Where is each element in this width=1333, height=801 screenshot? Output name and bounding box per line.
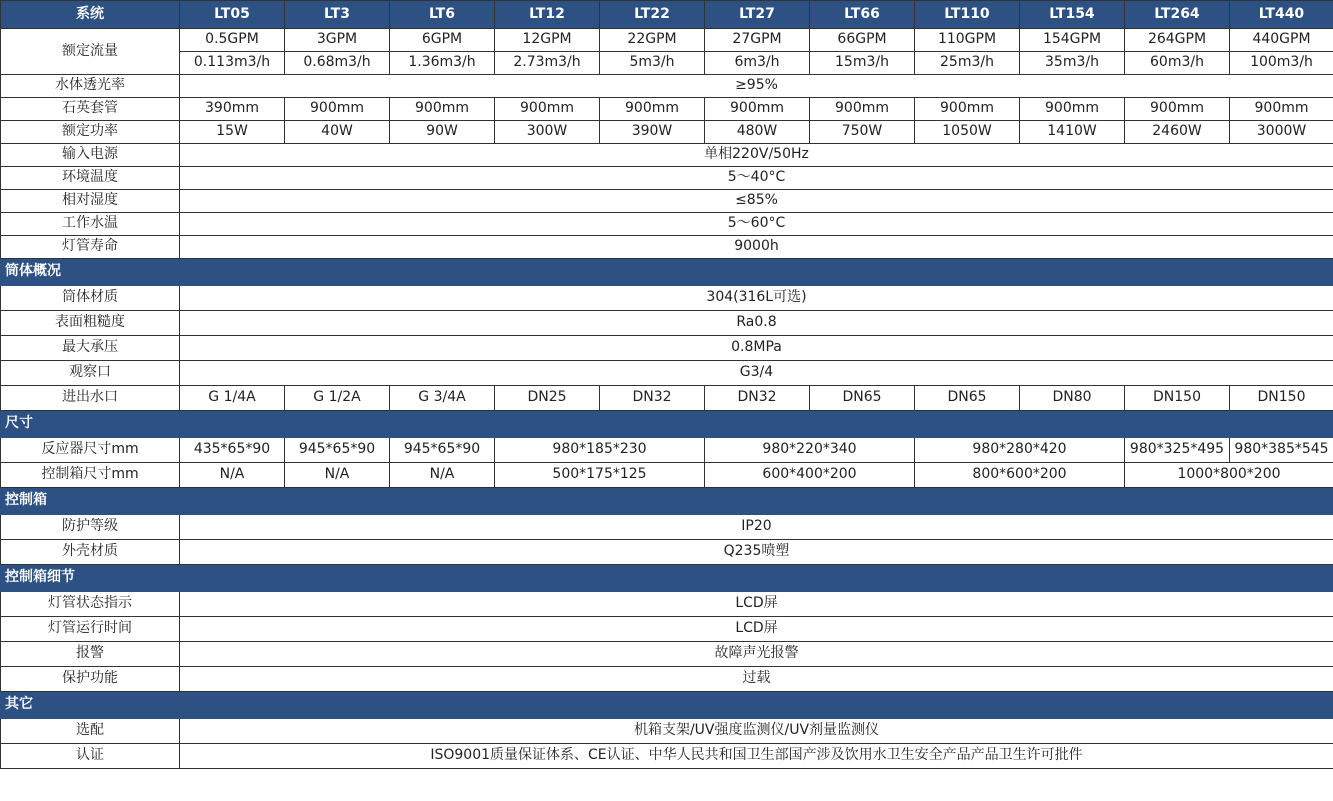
cell: 800*600*200	[915, 463, 1125, 488]
model-header: LT6	[390, 1, 495, 29]
flow-gpm-row	[1, 29, 1333, 52]
model-header: LT264	[1125, 1, 1230, 29]
sight-row	[1, 361, 1333, 386]
cell: DN150	[1230, 386, 1333, 411]
row-label: 额定功率	[1, 121, 180, 144]
cell: 15W	[180, 121, 285, 144]
cell: 900mm	[705, 98, 810, 121]
cell: 900mm	[1230, 98, 1333, 121]
cell: DN80	[1020, 386, 1125, 411]
cell: 900mm	[390, 98, 495, 121]
row-label: 保护功能	[1, 667, 180, 692]
cell: DN65	[915, 386, 1020, 411]
row-label: 额定流量	[1, 29, 180, 75]
model-header-row	[1, 1, 1333, 29]
cell: 25m3/h	[915, 52, 1020, 75]
cell: 过载	[180, 667, 1333, 692]
humidity-row	[1, 190, 1333, 213]
row-label: 灯管寿命	[1, 236, 180, 259]
section-title: 尺寸	[1, 411, 1333, 438]
section-title: 控制箱细节	[1, 565, 1333, 592]
cell: 900mm	[1125, 98, 1230, 121]
quartz-row	[1, 98, 1333, 121]
cell: 154GPM	[1020, 29, 1125, 52]
cell: 1.36m3/h	[390, 52, 495, 75]
cell: 980*185*230	[495, 438, 705, 463]
cell: 0.68m3/h	[285, 52, 390, 75]
row-label: 表面粗糙度	[1, 311, 180, 336]
shell-row	[1, 540, 1333, 565]
cell: 9000h	[180, 236, 1333, 259]
cell: 22GPM	[600, 29, 705, 52]
section-header-control-detail	[1, 565, 1333, 592]
cell: 945*65*90	[390, 438, 495, 463]
options-row	[1, 719, 1333, 744]
cell: 66GPM	[810, 29, 915, 52]
model-header: LT27	[705, 1, 810, 29]
cell: DN65	[810, 386, 915, 411]
row-label: 灯管状态指示	[1, 592, 180, 617]
cell: 15m3/h	[810, 52, 915, 75]
runtime-row	[1, 617, 1333, 642]
cell: G 3/4A	[390, 386, 495, 411]
cell: 945*65*90	[285, 438, 390, 463]
supply-row	[1, 144, 1333, 167]
model-header: LT440	[1230, 1, 1333, 29]
cell: 6m3/h	[705, 52, 810, 75]
cell: ≤85%	[180, 190, 1333, 213]
row-label: 反应器尺寸mm	[1, 438, 180, 463]
cell: ≥95%	[180, 75, 1333, 98]
cell: 0.8MPa	[180, 336, 1333, 361]
cell: 60m3/h	[1125, 52, 1230, 75]
cell: 390W	[600, 121, 705, 144]
cell: 单相220V/50Hz	[180, 144, 1333, 167]
cell: LCD屏	[180, 592, 1333, 617]
cell: DN25	[495, 386, 600, 411]
row-label: 输入电源	[1, 144, 180, 167]
row-label: 工作水温	[1, 213, 180, 236]
section-title: 其它	[1, 692, 1333, 719]
cell: 900mm	[915, 98, 1020, 121]
cell: 1000*800*200	[1125, 463, 1333, 488]
cell: G3/4	[180, 361, 1333, 386]
status-row	[1, 592, 1333, 617]
row-label: 相对湿度	[1, 190, 180, 213]
cell: IP20	[180, 515, 1333, 540]
section-header-size	[1, 411, 1333, 438]
model-header: LT3	[285, 1, 390, 29]
section-header-body	[1, 259, 1333, 286]
row-label: 报警	[1, 642, 180, 667]
cell: N/A	[390, 463, 495, 488]
cell: 304(316L可选)	[180, 286, 1333, 311]
row-label: 筒体材质	[1, 286, 180, 311]
system-header: 系统	[1, 1, 180, 29]
cell: Q235喷塑	[180, 540, 1333, 565]
cell: 0.113m3/h	[180, 52, 285, 75]
cell: 980*385*545	[1230, 438, 1333, 463]
model-header: LT05	[180, 1, 285, 29]
ambient-row	[1, 167, 1333, 190]
cell: DN150	[1125, 386, 1230, 411]
cell: DN32	[600, 386, 705, 411]
power-row	[1, 121, 1333, 144]
cell: 2460W	[1125, 121, 1230, 144]
cell: N/A	[285, 463, 390, 488]
cell: 3GPM	[285, 29, 390, 52]
cell: 1410W	[1020, 121, 1125, 144]
section-header-other	[1, 692, 1333, 719]
row-label: 水体透光率	[1, 75, 180, 98]
section-title: 控制箱	[1, 488, 1333, 515]
cell: 900mm	[495, 98, 600, 121]
cell: ISO9001质量保证体系、CE认证、中华人民共和国卫生部国产涉及饮用水卫生安全产品产品卫生许可批件	[180, 744, 1333, 769]
cell: 300W	[495, 121, 600, 144]
cell: 40W	[285, 121, 390, 144]
cell: N/A	[180, 463, 285, 488]
cell: 900mm	[285, 98, 390, 121]
cell: 480W	[705, 121, 810, 144]
cell: 5～40°C	[180, 167, 1333, 190]
alarm-row	[1, 642, 1333, 667]
model-header: LT154	[1020, 1, 1125, 29]
cell: DN32	[705, 386, 810, 411]
reactor-size-row	[1, 438, 1333, 463]
model-header: LT22	[600, 1, 705, 29]
cell: 435*65*90	[180, 438, 285, 463]
cell: 264GPM	[1125, 29, 1230, 52]
cell: 35m3/h	[1020, 52, 1125, 75]
cell: 6GPM	[390, 29, 495, 52]
cert-row	[1, 744, 1333, 769]
cell: 110GPM	[915, 29, 1020, 52]
cell: 5m3/h	[600, 52, 705, 75]
row-label: 防护等级	[1, 515, 180, 540]
cell: 390mm	[180, 98, 285, 121]
cell: G 1/4A	[180, 386, 285, 411]
flow-m3h-row	[1, 52, 1333, 75]
cell: 900mm	[1020, 98, 1125, 121]
cell: 980*280*420	[915, 438, 1125, 463]
roughness-row	[1, 311, 1333, 336]
ports-row	[1, 386, 1333, 411]
row-label: 灯管运行时间	[1, 617, 180, 642]
cell: Ra0.8	[180, 311, 1333, 336]
cell: 900mm	[600, 98, 705, 121]
row-label: 控制箱尺寸mm	[1, 463, 180, 488]
cell: 100m3/h	[1230, 52, 1333, 75]
row-label: 环境温度	[1, 167, 180, 190]
cell: 12GPM	[495, 29, 600, 52]
cell: 980*220*340	[705, 438, 915, 463]
model-header: LT12	[495, 1, 600, 29]
cell: 440GPM	[1230, 29, 1333, 52]
cell: G 1/2A	[285, 386, 390, 411]
protection-row	[1, 515, 1333, 540]
row-label: 选配	[1, 719, 180, 744]
pressure-row	[1, 336, 1333, 361]
protect-row	[1, 667, 1333, 692]
cell: 600*400*200	[705, 463, 915, 488]
cell: 900mm	[810, 98, 915, 121]
row-label: 进出水口	[1, 386, 180, 411]
model-header: LT66	[810, 1, 915, 29]
cell: 1050W	[915, 121, 1020, 144]
cell: LCD屏	[180, 617, 1333, 642]
cell: 90W	[390, 121, 495, 144]
cell: 故障声光报警	[180, 642, 1333, 667]
cell: 750W	[810, 121, 915, 144]
row-label: 认证	[1, 744, 180, 769]
water-temp-row	[1, 213, 1333, 236]
row-label: 观察口	[1, 361, 180, 386]
cell: 机箱支架/UV强度监测仪/UV剂量监测仪	[180, 719, 1333, 744]
cell: 5～60°C	[180, 213, 1333, 236]
section-title: 筒体概况	[1, 259, 1333, 286]
material-row	[1, 286, 1333, 311]
row-label: 外壳材质	[1, 540, 180, 565]
transmittance-row	[1, 75, 1333, 98]
box-size-row	[1, 463, 1333, 488]
section-header-control-box	[1, 488, 1333, 515]
cell: 980*325*495	[1125, 438, 1230, 463]
cell: 27GPM	[705, 29, 810, 52]
cell: 0.5GPM	[180, 29, 285, 52]
lamp-life-row	[1, 236, 1333, 259]
cell: 3000W	[1230, 121, 1333, 144]
cell: 500*175*125	[495, 463, 705, 488]
model-header: LT110	[915, 1, 1020, 29]
row-label: 石英套管	[1, 98, 180, 121]
cell: 2.73m3/h	[495, 52, 600, 75]
row-label: 最大承压	[1, 336, 180, 361]
